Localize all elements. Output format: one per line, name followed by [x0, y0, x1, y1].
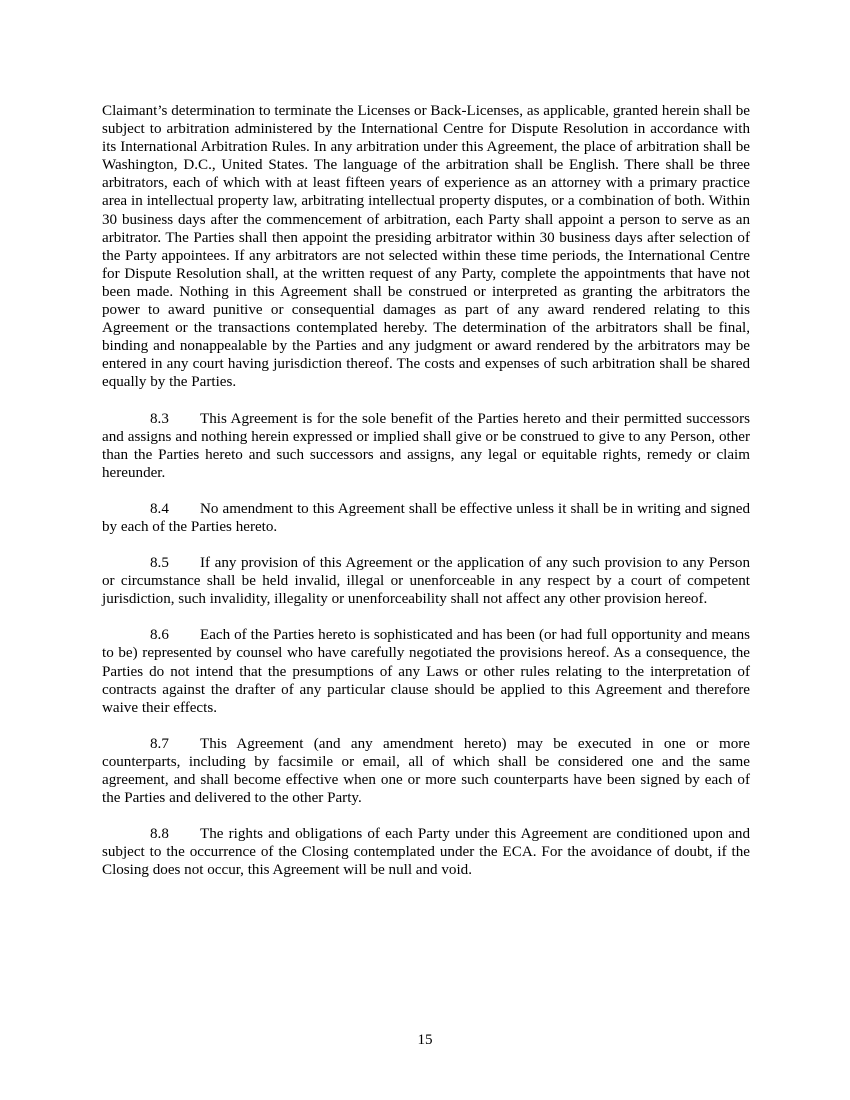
section-8-5 — [102, 554, 750, 608]
section-8-8 — [102, 825, 750, 879]
section-text: No amendment to this Agreement shall be effective unless it shall be in writing and signed by each of the Parties hereto. — [102, 500, 750, 535]
page-number: 15 — [417, 1032, 433, 1048]
section-number: 8.7 — [150, 735, 169, 752]
section-text: The rights and obligations of each Party under this Agreement are conditioned upon and subject to the occurrence of the Closing contemplated under the ECA. For the avoidance of doubt, if the Closing does not occur, this Agreement will be null and void. — [102, 826, 750, 879]
section-8-4 — [102, 500, 750, 536]
section-text: If any provision of this Agreement or the application of any such provision to any Person or circumstance shall be held invalid, illegal or unenforceable in any respect by a court of competent jurisdiction, such invalidity, illegality or unenforceability shall not affect any other provision hereof. — [102, 555, 750, 608]
section-text: Each of the Parties hereto is sophisticated and has been (or had full opportunity and means to be) represented by counsel who have carefully negotiated the provisions hereof. As a consequence, the Parties do not intend that the presumptions of any Laws or other rules relating to the interpretation of contracts against the drafter of any particular clause should be applied to this Agreement and therefore waive their effects. — [102, 627, 750, 716]
section-text: This Agreement (and any amendment hereto) may be executed in one or more counterparts, including by facsimile or email, all of which shall be considered one and the same agreement, and shall become effective when one or more such counterparts have been signed by each of the Parties and delivered to the other Party. — [102, 735, 750, 807]
section-number: 8.8 — [150, 826, 169, 843]
section-8-6 — [102, 626, 750, 716]
section-8-7 — [102, 735, 750, 807]
section-number: 8.5 — [150, 555, 169, 572]
section-8-3 — [102, 410, 750, 482]
continuation-paragraph: Claimant’s determination to terminate the Licenses or Back-Licenses, as applicable, granted herein shall be subject to arbitration administered by the International Centre for Dispute Resolution in accordance with its International Arbitration Rules. In any arbitration under this Agreement, the place of arbitration shall be Washington, D.C., United States. The language of the arbitration shall be English. There shall be three arbitrators, each of which with at least fifteen years of experience as an attorney with a primary practice area in intellectual property law, arbitrating intellectual property disputes, or a combination of both. Within 30 business days after the commencement of arbitration, each Party shall appoint a person to serve as an arbitrator. The Parties shall then appoint the presiding arbitrator within 30 business days after selection of the Party appointees. If any arbitrators are not selected within these time periods, the International Centre for Dispute Resolution shall, at the written request of any Party, complete the appointments that have not been made. Nothing in this Agreement shall be construed or interpreted as granting the arbitrators the power to award punitive or consequential damages as part of any award rendered relating to this Agreement or the transactions contemplated hereby. The determination of the arbitrators shall be final, binding and nonappealable by the Parties and any judgment or award rendered by the arbitrators may be entered in any court having jurisdiction thereof. The costs and expenses of such arbitration shall be shared equally by the Parties. — [102, 103, 750, 391]
section-number: 8.6 — [150, 627, 169, 644]
section-number: 8.4 — [150, 500, 169, 517]
section-number: 8.3 — [150, 410, 169, 427]
section-text: This Agreement is for the sole benefit of the Parties hereto and their permitted successors and assigns and nothing herein expressed or implied shall give or be construed to give to any Person, other than the Parties hereto and such successors and assigns, any legal or equitable rights, remedy or claim hereunder. — [102, 410, 750, 481]
page-body — [102, 102, 750, 897]
